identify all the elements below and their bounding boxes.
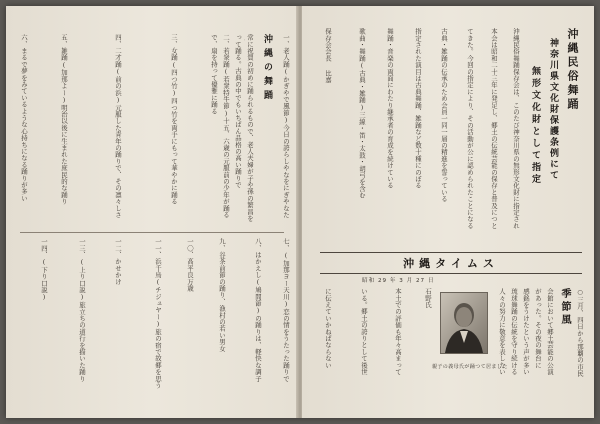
column-text-7: 石野氏 [424, 288, 432, 309]
left-lower-d: 一〇、高平良万歳 [186, 238, 194, 292]
column-text-10: に伝えていかねばならない [324, 288, 332, 369]
left-lower-c: 九、谷茶前節の踊り、漁村の若い男女 [218, 238, 226, 352]
left-col-g: 四、二才踊(前の浜)元服した青年の踊りで、その凛々しさ [114, 34, 122, 219]
right-body-a: 沖縄民俗舞踊保存会は、このたび神奈川県の無形文化財に指定され [512, 28, 520, 229]
left-lower-f: 一二、かせかけ [114, 238, 122, 285]
left-divider [20, 232, 284, 233]
right-page [302, 6, 594, 418]
left-col-c: って踊る。古典の中でもいちばん品格の高い踊りで [234, 34, 242, 189]
column-text-9: いる。郷土の誇りとして後世 [360, 288, 368, 376]
newspaper-name: 沖縄タイムス [403, 257, 499, 270]
column-title: 季節風 [559, 288, 570, 327]
column-text-4: 感銘をうけたという声が多い [522, 288, 530, 376]
newspaper-date: 昭和 29 年 3 月 27 日 [362, 278, 435, 284]
right-body-e: 指定された演目は古典舞踊、雑踊など数十種にのぼる [414, 28, 422, 189]
left-lower-h: 一四、(下り口説) [40, 238, 48, 302]
left-col-a: 一、老人踊(かぎやで風節)今日の誇らしやなをにぎやなた [282, 34, 290, 219]
section-title: 沖縄の舞踊 [262, 34, 272, 104]
column-text-8: 本土での評価も年々高まって [394, 288, 402, 376]
right-body-b: 本会は昭和二十三年に発足し、郷土の伝統芸能の保存と普及につと [490, 28, 498, 229]
left-col-b: 常に祝賀の初めに踊られるもので、老人夫婦が子や孫の繁昌を [246, 34, 254, 222]
left-page [6, 6, 298, 418]
column-text-2: 会館において郷土芸能の公演 [546, 288, 554, 376]
portrait-photo [440, 292, 488, 354]
right-body-h: 保存会会長 比嘉 [324, 28, 332, 84]
photo-caption: 親子の義母氏が踊つて居ました [432, 364, 508, 370]
right-body-d: 古典・雑踊の伝承のため会員一同一層の精進を誓っている [440, 28, 448, 203]
column-text-6: 人々の努力に敬意を表したい [498, 288, 506, 376]
left-col-h: 五、雑踊(加那よー)明治以後に生まれた庶民的な踊り [60, 34, 68, 205]
left-lower-e: 一一、浜千鳥(チジュヤー)旅の宿で故郷を思う [154, 238, 162, 389]
left-col-e: で、扇を持って優雅に踊る [210, 34, 218, 115]
newspaper-masthead [320, 252, 582, 274]
column-text-5: 琉球舞踊の伝統を守り続ける [510, 288, 518, 376]
subhead: 神奈川県文化財保護条例にて [548, 38, 558, 181]
column-text-3: があった。その夜の舞台に [534, 288, 542, 369]
left-col-i: 六、まるで夢をみているような心持ちになる踊りが多い [20, 34, 28, 202]
subhead-2: 無形文化財として指定 [530, 66, 540, 186]
left-col-d: 二、若衆踊(若衆特牛節)十五、六歳の元服前の少年が踊る [222, 34, 230, 219]
right-body-f: 舞踊・音楽の両面にわたり継承者の育成を続けている [386, 28, 394, 189]
left-lower-a: 七、(加那ヨー天川)恋の情をうたった踊りで [282, 238, 290, 382]
headline: 沖縄民俗舞踊 [566, 28, 579, 112]
booklet-spread [6, 6, 594, 418]
right-body-c: てきた。今回の指定により、その活動が公に認められたことになる [466, 28, 474, 229]
left-col-f: 三、女踊(四つ竹)四つ竹を両手にもって華やかに踊る [170, 34, 178, 205]
left-lower-b: 八、はかえし(鳩間節)の踊りは、軽快な調子 [254, 238, 262, 382]
column-text-1: ○三月、四日から那覇の市民 [576, 288, 584, 377]
right-body-g: 歌曲・舞踊(古典・雑踊)三線・笛・太鼓・胡弓を含む [358, 28, 366, 199]
left-lower-g: 一三、(上り口説)旅立ちの道行を描いた踊り [78, 238, 86, 382]
